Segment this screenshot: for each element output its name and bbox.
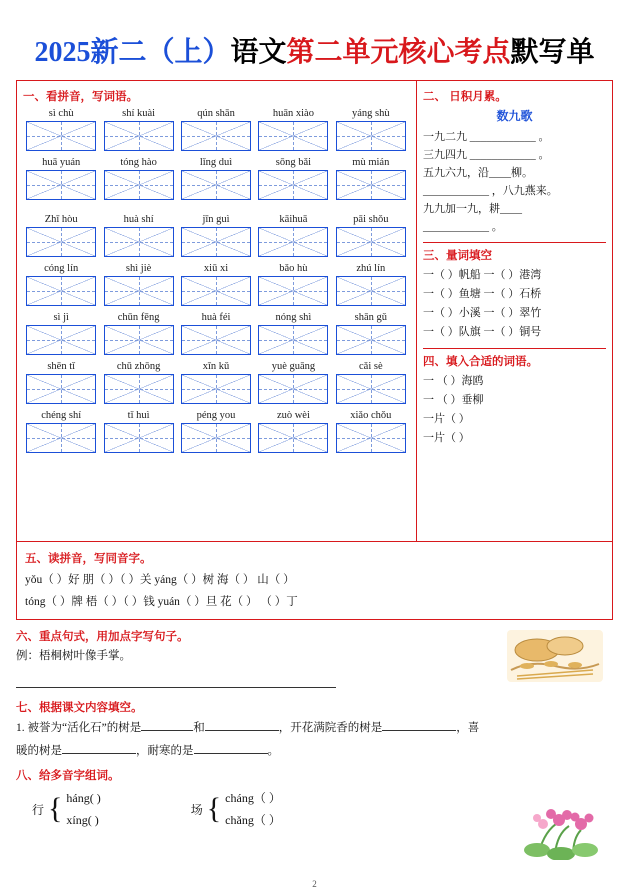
flower-illustration	[521, 790, 607, 860]
tian-zi-ge[interactable]	[104, 325, 174, 355]
pinyin-cell	[333, 213, 409, 261]
pinyin-text: cóng lín	[44, 263, 79, 274]
pinyin-text: kāihuā	[279, 214, 308, 225]
pinyin-cell	[23, 213, 99, 261]
section-7-line-1	[16, 718, 613, 738]
tian-zi-ge[interactable]	[181, 325, 251, 355]
polyphone-reading[interactable]: háng( )	[66, 791, 101, 805]
q7-text-e: 暖的树是	[16, 745, 62, 757]
pinyin-text: cǎi sè	[359, 361, 383, 372]
section-7-heading: 七、根据课文内容填空。	[16, 702, 143, 714]
pinyin-cell	[178, 311, 254, 359]
pinyin-text: bǎo hù	[279, 263, 308, 274]
tian-zi-ge[interactable]	[181, 121, 251, 151]
word-fill-item: 一片（ ）	[423, 413, 470, 425]
pinyin-text: chūn fēng	[117, 312, 160, 323]
homophone-line-1: yǒu（ ）好 朋（ ）（ ）关 yáng（ ）树 海（ ） 山（ ）	[25, 574, 295, 586]
polyphone-readings	[225, 787, 281, 831]
tian-zi-ge[interactable]	[336, 121, 406, 151]
section-6-heading: 六、重点句式，用加点字写句子。	[16, 631, 189, 643]
polyphone-char: 行	[32, 802, 45, 817]
word-fill-item: 一 （ ）海鸥	[423, 375, 484, 387]
polyphone-reading[interactable]: cháng（ ）	[225, 791, 281, 805]
song-line: ____________ ，八九燕来。	[423, 185, 558, 197]
pinyin-text: chéng shí	[41, 410, 82, 421]
pinyin-cell	[100, 360, 176, 408]
pinyin-text: xiū xi	[203, 263, 229, 274]
pinyin-text: huān xiào	[272, 108, 314, 119]
word-fill-item: 一 （ ）垂柳	[423, 394, 484, 406]
pinyin-text: yuè guāng	[271, 361, 316, 372]
pinyin-cell	[178, 360, 254, 408]
example-text: 例：梧桐树叶像手掌。	[16, 650, 131, 662]
tian-zi-ge[interactable]	[26, 170, 96, 200]
polyphone-readings	[66, 787, 100, 831]
pinyin-text: lǐng duì	[199, 157, 233, 168]
title-part-3: 第二单元核心考点	[286, 37, 511, 68]
section-1-heading: 一、看拼音，写词语。	[23, 91, 138, 103]
tian-zi-ge[interactable]	[181, 276, 251, 306]
section-4-heading: 四、填入合适的词语。	[423, 356, 538, 368]
tian-zi-ge[interactable]	[258, 423, 328, 453]
pinyin-text: nóng shì	[275, 312, 312, 323]
pinyin-cell	[23, 107, 99, 155]
polyphone-char: 场	[190, 802, 203, 817]
tian-zi-ge[interactable]	[336, 227, 406, 257]
pinyin-cell	[23, 262, 99, 310]
pinyin-text: zhú lín	[356, 263, 386, 274]
tian-zi-ge[interactable]	[104, 276, 174, 306]
pinyin-row	[23, 262, 410, 310]
pinyin-cell	[333, 311, 409, 359]
pinyin-text: shí kuài	[122, 108, 156, 119]
pinyin-cell	[333, 409, 409, 457]
title-part-1: 2025新二（上）	[34, 37, 231, 68]
tian-zi-ge[interactable]	[26, 121, 96, 151]
pinyin-text: Zhī hòu	[44, 214, 78, 225]
pinyin-text: shì jiè	[125, 263, 152, 274]
tian-zi-ge[interactable]	[181, 170, 251, 200]
tian-zi-ge[interactable]	[181, 374, 251, 404]
section-3-heading: 三、量词填空	[423, 250, 492, 262]
section-2-heading: 二、 日积月累。	[423, 91, 507, 103]
page-number: 2	[312, 879, 317, 889]
section-5-homophones	[16, 542, 613, 620]
pinyin-text: sì chù	[48, 108, 74, 119]
answer-line[interactable]	[16, 675, 336, 688]
pinyin-row	[23, 409, 410, 457]
tian-zi-ge[interactable]	[258, 276, 328, 306]
pinyin-text: tóng hào	[120, 157, 157, 168]
quantifier-item: 一（ ）小溪 一（ ）翠竹	[423, 307, 542, 319]
tian-zi-ge[interactable]	[104, 121, 174, 151]
section-7-line-2	[16, 741, 613, 761]
pinyin-cell	[100, 311, 176, 359]
brace-icon: {	[206, 792, 222, 825]
pinyin-cell	[100, 262, 176, 310]
pinyin-text: huà shí	[123, 214, 154, 225]
pinyin-cell	[178, 213, 254, 261]
pinyin-text: chū zhōng	[116, 361, 161, 372]
pinyin-cell	[255, 409, 331, 457]
answer-blank[interactable]	[141, 718, 193, 731]
tian-zi-ge[interactable]	[26, 423, 96, 453]
pinyin-text: sì jì	[53, 312, 69, 323]
pinyin-row	[23, 360, 410, 408]
q7-text-g: 。	[267, 745, 279, 757]
pinyin-text: shān gǔ	[354, 312, 388, 323]
pinyin-text: qún shān	[197, 108, 235, 119]
q7-text-b: 和	[193, 722, 205, 734]
song-line: 五九六九，沿____柳。	[423, 167, 533, 179]
pinyin-cell	[333, 360, 409, 408]
section-5-heading: 五、读拼音，写同音字。	[25, 553, 152, 565]
pinyin-cell	[333, 156, 409, 204]
song-line: 三九四九 ____________ 。	[423, 149, 550, 161]
tian-zi-ge[interactable]	[336, 170, 406, 200]
tian-zi-ge[interactable]	[336, 325, 406, 355]
pinyin-cell	[23, 360, 99, 408]
tian-zi-ge[interactable]	[104, 374, 174, 404]
polyphone-reading[interactable]: xíng( )	[66, 813, 99, 827]
pinyin-cell	[255, 360, 331, 408]
pinyin-text: tǐ huì	[127, 410, 150, 421]
polyphone-reading[interactable]: chǎng（ ）	[225, 813, 281, 827]
right-column	[417, 81, 612, 541]
word-fill-item: 一片（ ）	[423, 432, 470, 444]
tian-zi-ge[interactable]	[336, 423, 406, 453]
pinyin-cell	[255, 156, 331, 204]
tian-zi-ge[interactable]	[258, 121, 328, 151]
pinyin-cell	[23, 156, 99, 204]
pinyin-text: zuò wèi	[276, 410, 310, 421]
pinyin-text: huā yuán	[42, 157, 81, 168]
bread-illustration	[507, 630, 603, 682]
song-line: 九九加一九，耕____	[423, 203, 522, 215]
pinyin-text: sōng bǎi	[275, 157, 312, 168]
tian-zi-ge[interactable]	[104, 423, 174, 453]
pinyin-cell	[333, 107, 409, 155]
tian-zi-ge[interactable]	[258, 227, 328, 257]
pinyin-cell	[178, 156, 254, 204]
pinyin-text: pāi shǒu	[353, 214, 389, 225]
section-7-fill-from-text	[16, 699, 613, 761]
song-line: ____________ 。	[423, 221, 503, 233]
pinyin-cell	[255, 311, 331, 359]
homophone-line-2: tóng（ ）牌 梧（ ）（ ）钱 yuán（ ）旦 花（ ） （ ）丁	[25, 596, 298, 608]
section-1-pinyin-writing	[17, 81, 417, 541]
pinyin-cell	[178, 262, 254, 310]
pinyin-cell	[255, 107, 331, 155]
tian-zi-ge[interactable]	[104, 170, 174, 200]
tian-zi-ge[interactable]	[181, 227, 251, 257]
pinyin-cell	[100, 213, 176, 261]
pinyin-cell	[255, 213, 331, 261]
pinyin-cell	[100, 107, 176, 155]
tian-zi-ge[interactable]	[181, 423, 251, 453]
answer-blank[interactable]	[194, 741, 268, 754]
divider	[423, 348, 606, 349]
q7-text-c: ，开花满院香的树是	[278, 722, 383, 734]
top-frame	[16, 80, 613, 542]
quantifier-item: 一（ ）鱼塘 一（ ）石桥	[423, 288, 542, 300]
polyphone-group	[191, 787, 281, 831]
pinyin-cell	[178, 409, 254, 457]
pinyin-text: mù mián	[352, 157, 390, 168]
song-title: 数九歌	[496, 109, 533, 123]
pinyin-cell	[255, 262, 331, 310]
section-8-heading: 八、给多音字组词。	[16, 770, 120, 782]
pinyin-text: xiǎo chǒu	[350, 410, 392, 421]
pinyin-cell	[333, 262, 409, 310]
tian-zi-ge[interactable]	[26, 227, 96, 257]
pinyin-row	[23, 311, 410, 359]
pinyin-text: yáng shù	[352, 108, 390, 119]
pinyin-cell	[100, 156, 176, 204]
tian-zi-ge[interactable]	[258, 170, 328, 200]
q7-text-a: 1. 被誉为“活化石”的树是	[16, 722, 142, 734]
pinyin-row	[23, 107, 410, 155]
pinyin-row	[23, 213, 410, 261]
q7-text-f: ，耐寒的是	[136, 745, 194, 757]
pinyin-text: jīn guì	[202, 214, 230, 225]
brace-icon: {	[48, 792, 63, 825]
song-line: 一九二九 ____________ 。	[423, 131, 550, 143]
tian-zi-ge[interactable]	[258, 374, 328, 404]
pinyin-text: péng you	[196, 410, 236, 421]
answer-blank[interactable]	[205, 718, 279, 731]
page-title	[16, 30, 613, 70]
tian-zi-ge[interactable]	[104, 227, 174, 257]
answer-blank[interactable]	[62, 741, 136, 754]
pinyin-text: huà féi	[201, 312, 231, 323]
pinyin-row	[23, 156, 410, 204]
tian-zi-ge[interactable]	[26, 276, 96, 306]
tian-zi-ge[interactable]	[336, 374, 406, 404]
pinyin-cell	[23, 311, 99, 359]
tian-zi-ge[interactable]	[26, 325, 96, 355]
pinyin-cell	[100, 409, 176, 457]
quantifier-item: 一（ ）帆船 一（ ）港湾	[423, 269, 542, 281]
tian-zi-ge[interactable]	[258, 325, 328, 355]
quantifier-item: 一（ ）队旗 一（ ）铜号	[423, 326, 542, 338]
title-part-2: 语文	[230, 37, 287, 68]
tian-zi-ge[interactable]	[26, 374, 96, 404]
polyphone-group	[32, 787, 101, 831]
answer-blank[interactable]	[382, 718, 456, 731]
pinyin-cell	[178, 107, 254, 155]
q7-text-d: ，喜	[456, 722, 480, 734]
title-part-4: 默写单	[510, 37, 595, 68]
divider	[423, 242, 606, 243]
pinyin-text: shēn tǐ	[47, 361, 76, 372]
pinyin-cell	[23, 409, 99, 457]
tian-zi-ge[interactable]	[336, 276, 406, 306]
pinyin-text: xīn kǔ	[202, 361, 230, 372]
